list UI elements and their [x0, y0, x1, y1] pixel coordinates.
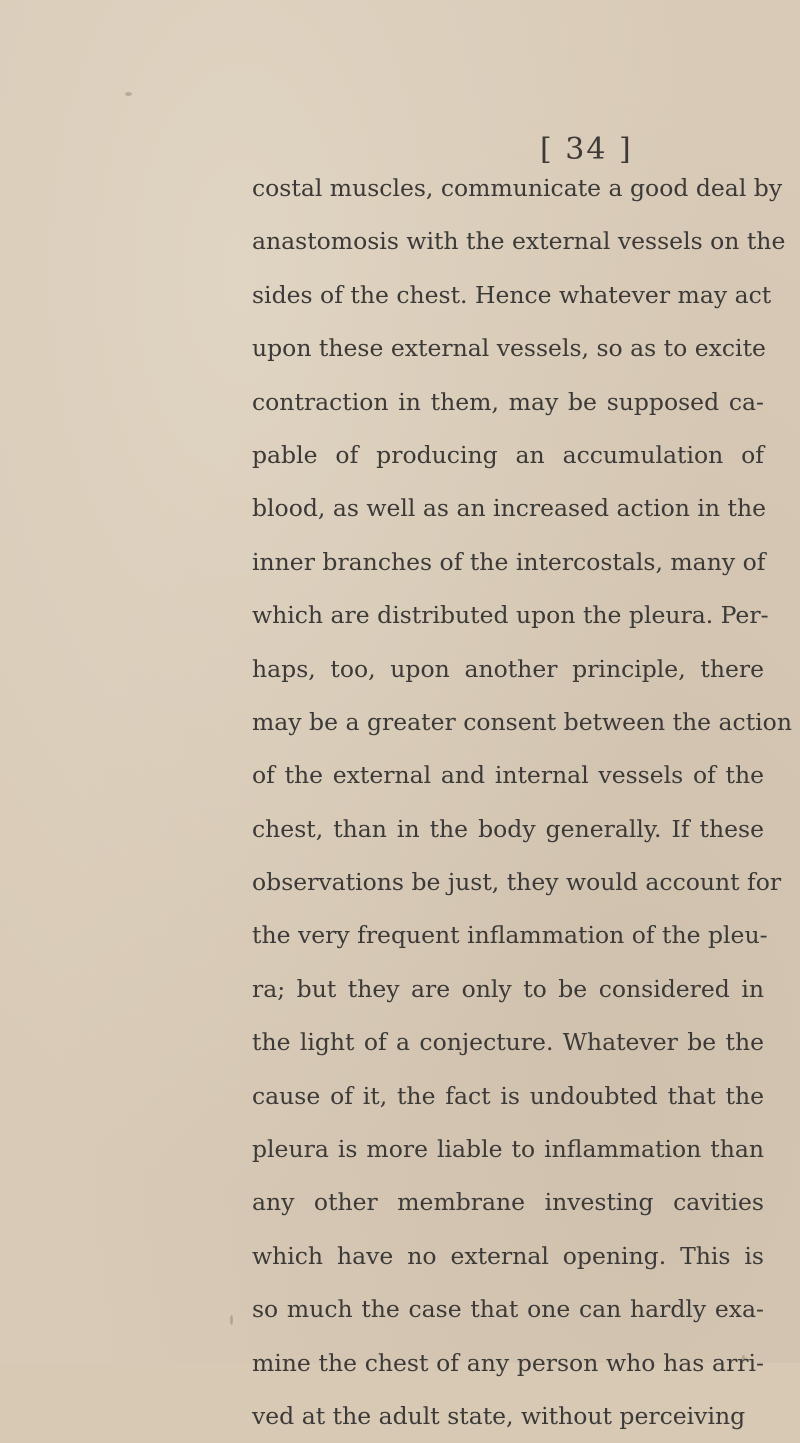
text-line: chest, than in the body generally. If these	[252, 814, 764, 843]
paper-spot	[230, 1315, 233, 1325]
text-line: may be a greater consent between the action	[252, 707, 792, 736]
text-line: contraction in them, may be supposed ca-	[252, 387, 764, 416]
text-line: which are distributed upon the pleura. Per-	[252, 601, 769, 630]
text-line: anastomosis with the external vessels on the	[252, 227, 786, 256]
text-line: any other membrane investing cavities	[252, 1188, 764, 1217]
text-line: ra; but they are only to be considered in	[252, 974, 764, 1003]
text-line: the light of a conjecture. Whatever be the	[252, 1028, 764, 1057]
text-line: inner branches of the intercostals, many of	[252, 547, 766, 576]
text-line: ved at the adult state, without perceiving	[252, 1401, 746, 1430]
text-line: blood, as well as an increased action in the	[252, 494, 766, 523]
text-line: pleura is more liable to inflammation than	[252, 1135, 764, 1164]
paper-spot	[125, 92, 132, 96]
text-line: of the external and internal vessels of the	[252, 761, 764, 790]
page-number: [ 34 ]	[540, 132, 633, 167]
body-text	[252, 162, 792, 1443]
text-line: the very frequent inflammation of the pleu-	[252, 921, 768, 950]
text-line: sides of the chest. Hence whatever may act	[252, 280, 772, 309]
text-line: observations be just, they would account for	[252, 868, 782, 897]
text-line: upon these external vessels, so as to excite	[252, 334, 766, 363]
text-line: mine the chest of any person who has arri-	[252, 1348, 764, 1377]
text-line: costal muscles, communicate a good deal by	[252, 174, 783, 202]
text-line: so much the case that one can hardly exa-	[252, 1295, 764, 1324]
text-line: which have no external opening. This is	[252, 1241, 764, 1270]
text-line: haps, too, upon another principle, there	[252, 654, 764, 683]
text-line: cause of it, the fact is undoubted that the	[252, 1081, 764, 1110]
text-line: pable of producing an accumulation of	[252, 440, 764, 469]
